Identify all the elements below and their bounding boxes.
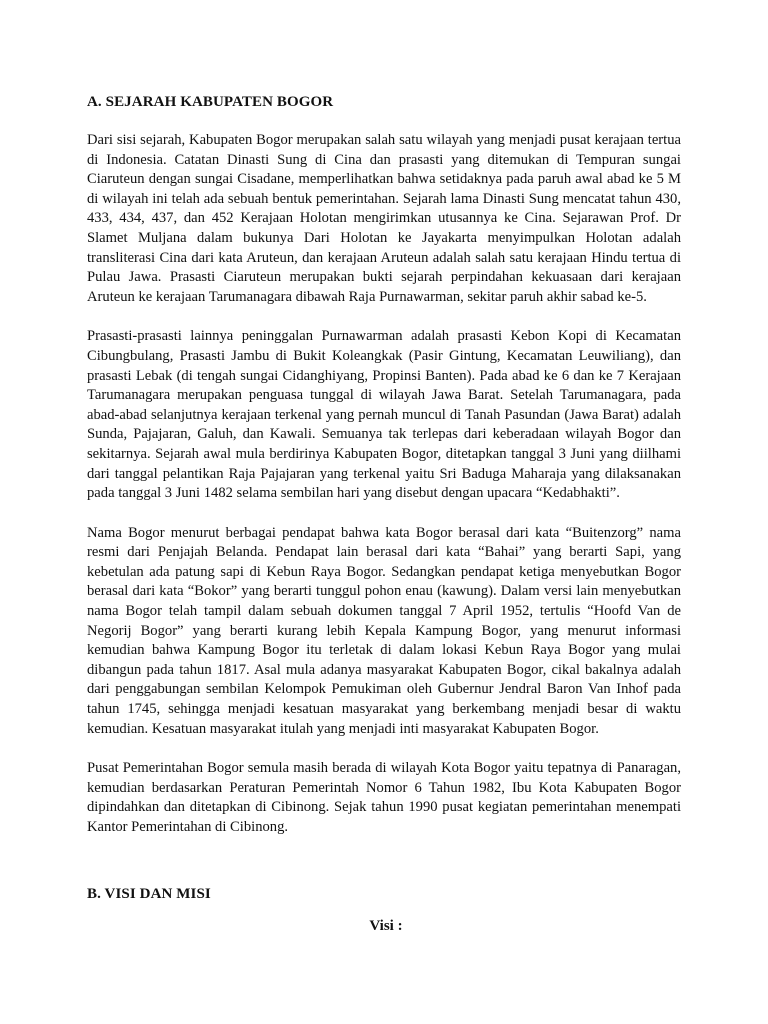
section-b-heading: B. VISI DAN MISI — [87, 885, 211, 902]
paragraph-inscriptions: Prasasti-prasasti lainnya peninggalan Purnawarman adalah prasasti Kebon Kopi di Kecamatan Cibungbulang, Prasasti Jambu di Bukit Koleangkak (Pasir Gintung, Kecamatan Leuwiliang), dan prasasti Lebak (di tengah sungai Cidanghiyang, Propinsi Banten). Pada abad ke 6 dan ke 7 Kerajaan Tarumanagara merupakan penguasa tunggal di wilayah Jawa Barat. Setelah Tarumanagara, pada abad-abad selanjutnya kerajaan terkenal yang pernah muncul di Tanah Pasundan (Jawa Barat) adalah Sunda, Pajajaran, Galuh, dan Kawali. Semuanya tak terlepas dari keberadaan wilayah Bogor dan sekitarnya. Sejarah awal mula berdirinya Kabupaten Bogor, ditetapkan tanggal 3 Juni yang diilhami dari tanggal pelantikan Raja Pajajaran yang terkenal yaitu Sri Baduga Maharaja yang dilaksanakan pada tanggal 3 Juni 1482 selama sembilan hari yang disebut dengan upacara “Kedabhakti”. — [87, 328, 681, 502]
paragraph-history-origins: Dari sisi sejarah, Kabupaten Bogor merupakan salah satu wilayah yang menjadi pusat kerajaan tertua di Indonesia. Catatan Dinasti Sung di Cina dan prasasti yang ditemukan di Tempuran sungai Ciaruteun dengan sungai Cisadane, memperlihatkan bahwa setidaknya pada paruh awal abad ke 5 M di wilayah ini telah ada sebuah bentuk pemerintahan. Sejarah lama Dinasti Sung mencatat tahun 430, 433, 434, 437, dan 452 Kerajaan Holotan mengirimkan utusannya ke Cina. Sejarawan Prof. Dr Slamet Muljana dalam bukunya Dari Holotan ke Jayakarta menyimpulkan Holotan adalah transliterasi Cina dari kata Aruteun, dan kerajaan Aruteun adalah salah satu kerajaan Hindu tertua di Pulau Jawa. Prasasti Ciaruteun merupakan bukti sejarah perpindahan kekuasaan dari kerajaan Aruteun ke kerajaan Tarumanagara dibawah Raja Purnawarman, sekitar paruh akhir sabad ke-5. — [87, 132, 681, 305]
spacer — [87, 307, 681, 327]
visi-label: Visi : — [369, 917, 403, 934]
spacer — [87, 112, 681, 131]
paragraph-government-center: Pusat Pemerintahan Bogor semula masih berada di wilayah Kota Bogor yaitu tepatnya di Panaragan, kemudian berdasarkan Peraturan Pemerintah Nomor 6 Tahun 1982, Ibu Kota Kabupaten Bogor dipindahkan dan ditetapkan di Cibinong. Sejak tahun 1990 pusat kegiatan pemerintahan menempati Kantor Pemerintahan di Cibinong. — [87, 760, 681, 835]
spacer — [87, 838, 681, 884]
document-content — [87, 92, 681, 936]
section-a-heading: A. SEJARAH KABUPATEN BOGOR — [87, 94, 334, 110]
paragraph-name-origin: Nama Bogor menurut berbagai pendapat bahwa kata Bogor berasal dari kata “Buitenzorg” nama resmi dari Penjajah Belanda. Pendapat lain berasal dari kata “Bahai” yang berarti Sapi, yang kebetulan ada patung sapi di Kebun Raya Bogor. Sedangkan pendapat ketiga menyebutkan Bogor berasal dari kata “Bokor” yang berarti tunggul pohon enau (kawung). Dalam versi lain menyebutkan nama Bogor telah tampil dalam sebuah dokumen tanggal 7 April 1952, tertulis “Hoofd Van de Negorij Bogor” yang berarti kurang lebih Kepala Kampung Bogor, yang menurut informasi kemudian bahwa Kampung Bogor itu terletak di dalam lokasi Kebun Raya Bogor yang mulai dibangun pada tahun 1817. Asal mula adanya masyarakat Kabupaten Bogor, cikal bakalnya adalah dari penggabungan sembilan Kelompok Pemukiman oleh Gubernur Jendral Baron Van Inhof pada tahun 1745, sehingga menjadi kesatuan masyarakat yang berkembang menjadi besar di waktu kemudian. Kesatuan masyarakat itulah yang menjadi inti masyarakat Kabupaten Bogor. — [87, 524, 681, 737]
spacer — [87, 504, 681, 524]
spacer — [87, 904, 681, 916]
spacer — [87, 739, 681, 759]
